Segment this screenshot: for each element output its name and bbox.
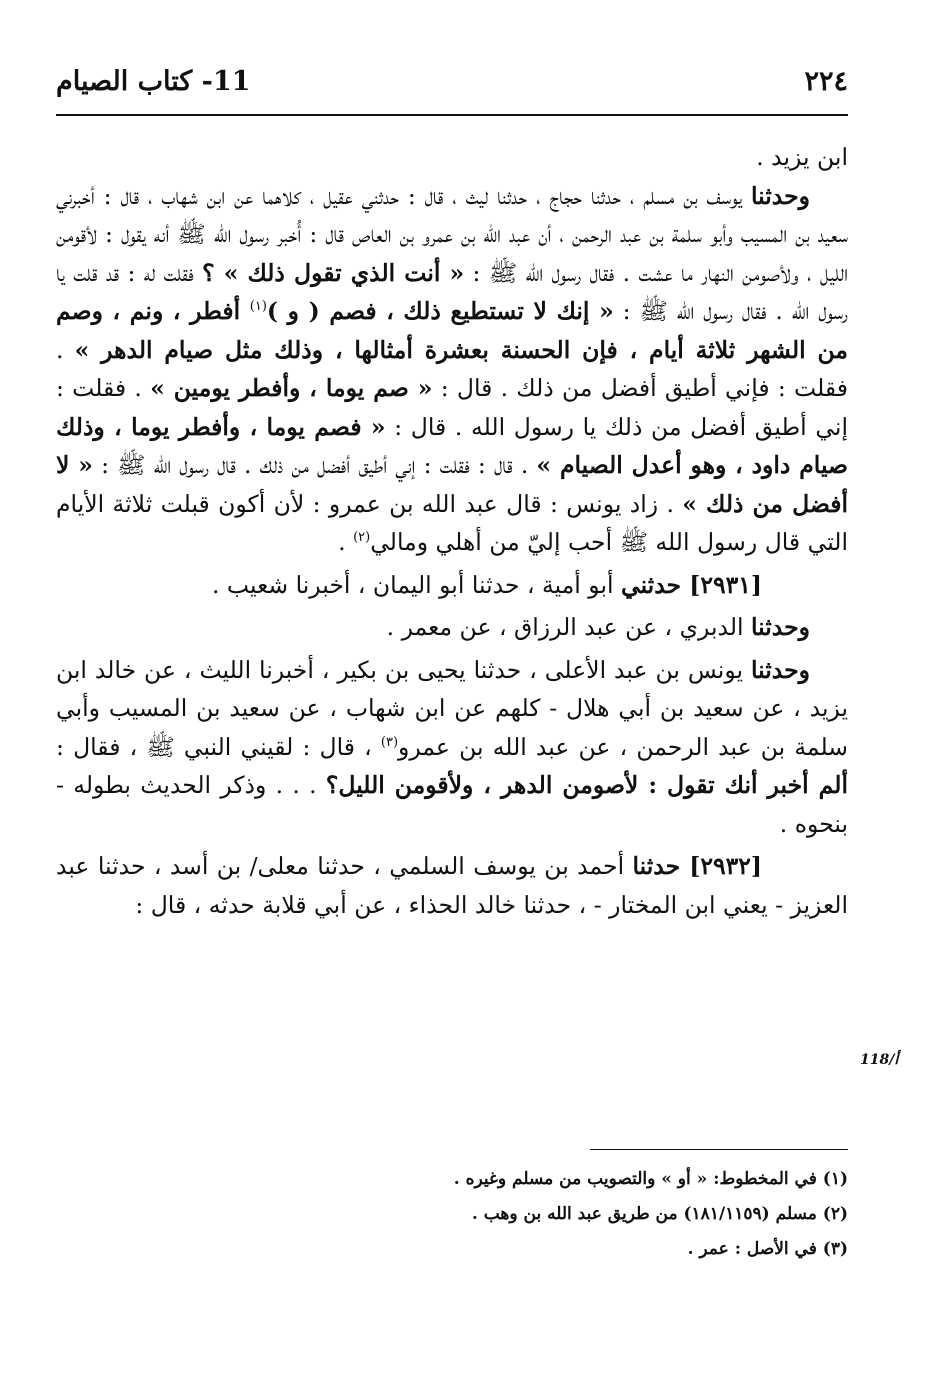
text-run: ، قال : لقيني النبي ﷺ ، فقال :	[56, 732, 381, 761]
text-run: ابن يزيد .	[756, 143, 848, 171]
prophetic-quote: « لا أفضل من ذلك »	[56, 451, 849, 518]
text-run: . زاد يونس : قال عبد الله بن عمرو : لأن أكون قبلت ثلاثة الأيام التي قال رسول الله ﷺ أحب إليّ من أهلي ومالي	[56, 489, 848, 556]
narration-keyword: وحدثنا	[750, 613, 810, 641]
text-run: أبو أمية ، حدثنا أبو اليمان ، أخبرنا شعيب .	[211, 570, 621, 599]
footnote-ref: (١)	[249, 299, 267, 315]
paragraph-hadith-2931	[56, 566, 848, 605]
footnote-ref: (٢)	[353, 530, 371, 546]
narration-keyword: وحدثنا	[750, 655, 810, 684]
footnote-ref: (٣)	[380, 734, 399, 750]
text-run: الدبري ، عن عبد الرزاق ، عن معمر .	[386, 613, 751, 641]
manuscript-folio-note: 118/أ	[860, 1052, 899, 1068]
hadith-number: [٢٩٣١] حدثني	[620, 570, 762, 599]
narration-keyword: وحدثنا	[750, 181, 810, 210]
prophetic-quote: « صم يوما ، وأفطر يومين »	[150, 374, 433, 402]
main-text	[56, 138, 848, 924]
text-run: يوسف بن مسلم ، حدثنا حجاج ، حدثنا ليث ، قال : حدثني عقيل ، كلاهما عن ابن شهاب ، قال : أخبرني سعيد بن المسيب وأبو سلمة بن عبد الرحمن ، أن عبد الله بن عمرو بن العاص قال : أُخبر رسول الله ﷺ أنه يقول : لأقومن الليل ، ولأصومن النهار ما عشت . فقال رسول الله ﷺ :	[56, 181, 848, 287]
prophetic-quote: ألم أخبر أنك تقول : لأصومن الدهر ، ولأقومن الليل؟	[325, 771, 848, 799]
paragraph-hadith-chain	[56, 608, 848, 647]
text-run: . فقلت : إني أطيق أفضل من ذلك يا رسول الله . قال :	[56, 374, 848, 441]
text-run: . فقلت : فإني أطيق أفضل من ذلك . قال :	[56, 335, 848, 402]
text-run: . . . وذكر الحديث بطوله - بنحوه .	[56, 771, 848, 838]
header-rule	[56, 114, 848, 116]
footnote-item: (٣) في الأصل : عمر .	[687, 1239, 848, 1259]
paragraph-hadith-chain	[56, 651, 848, 844]
page-number: ٢٢٤	[804, 66, 848, 97]
prophetic-quote: « أنت الذي تقول ذلك » ؟	[202, 258, 465, 287]
text-run: فقلت له : قد قلت يا رسول الله . فقال رسول الله ﷺ :	[56, 258, 848, 325]
paragraph-continuation	[56, 138, 848, 177]
hadith-number: [٢٩٣٢] حدثنا	[632, 852, 762, 880]
footnotes	[56, 1162, 848, 1267]
page-header	[56, 66, 848, 106]
footnote-item: (٢) مسلم (١٨١/١١٥٩) من طريق عبد الله بن وهب .	[471, 1204, 848, 1224]
paragraph-hadith-2932	[56, 847, 848, 924]
chapter-title: 11- كتاب الصيام	[56, 66, 251, 97]
prophetic-quote: أفطر ، ونم ، وصم من الشهر ثلاثة أيام ، فإن الحسنة بعشرة أمثالها ، وذلك مثل صيام الدهر »	[56, 297, 848, 364]
footnote-item: (١) في المخطوط: « أو » والتصويب من مسلم وغيره .	[453, 1169, 848, 1189]
text-run: أحمد بن يوسف السلمي ، حدثنا معلى/ بن أسد ، حدثنا عبد العزيز - يعني ابن المختار - ، حدثنا خالد الحذاء ، عن أبي قلابة حدثه ، قال :	[56, 852, 848, 919]
paragraph-hadith-chain	[56, 177, 848, 562]
text-run: يونس بن عبد الأعلى ، حدثنا يحيى بن بكير ، أخبرنا الليث ، عن خالد ابن يزيد ، عن سعيد بن أبي هلال - كلهم عن ابن شهاب ، عن سعيد بن المسيب وأبي سلمة بن عبد الرحمن ، عن عبد الله بن عمرو	[56, 655, 848, 761]
text-run: . قال : فقلت : إني أطيق أفضل من ذلك . قال رسول الله ﷺ :	[92, 451, 537, 479]
prophetic-quote: « إنك لا تستطيع ذلك ، فصم ( و )	[266, 297, 614, 325]
text-run: .	[338, 528, 354, 556]
prophetic-quote: « فصم يوما ، وأفطر يوما ، وذلك صيام داود ، وهو أعدل الصيام »	[56, 412, 848, 479]
footnote-rule	[590, 1149, 848, 1150]
